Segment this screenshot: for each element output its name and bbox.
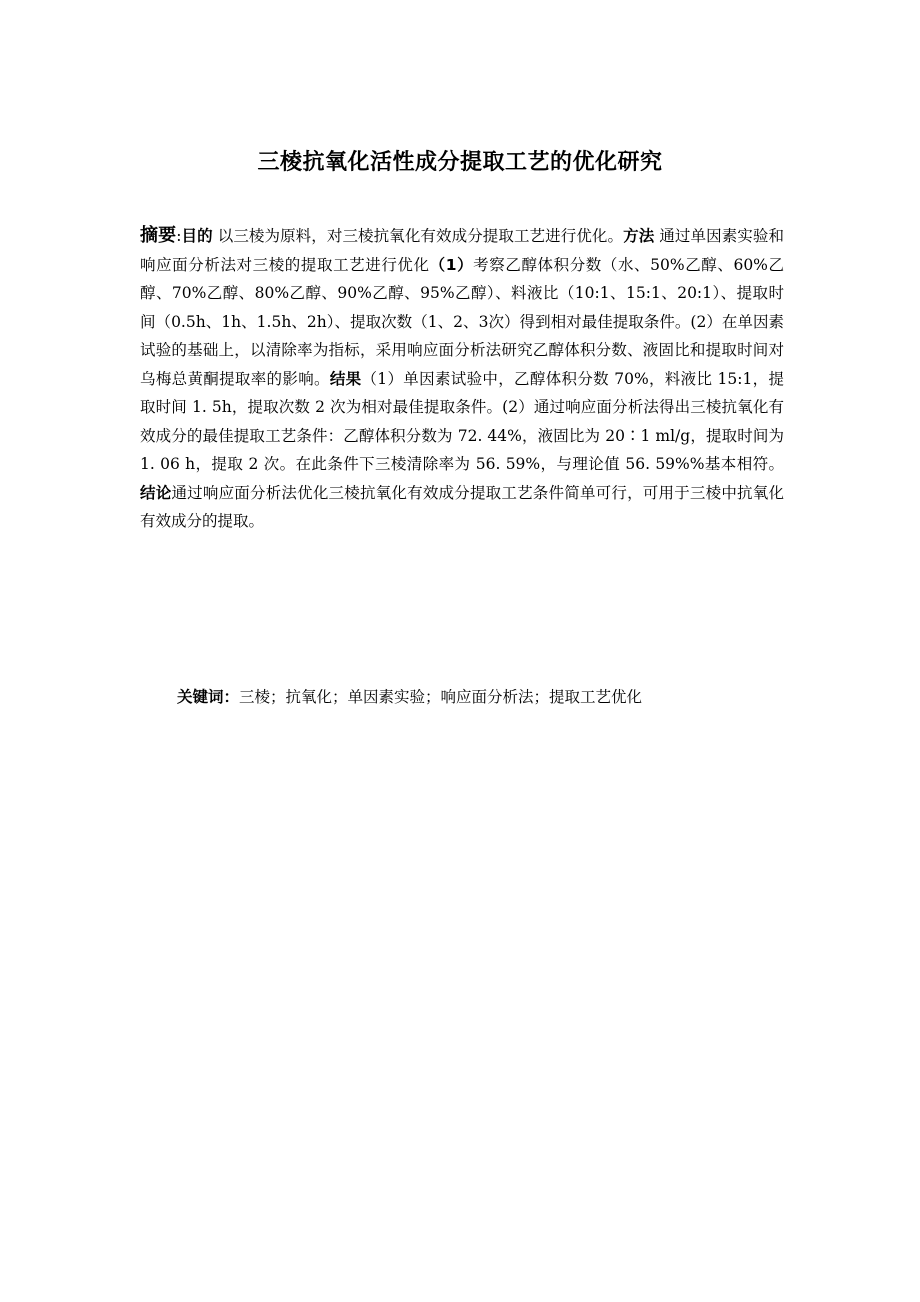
conclusion-text: 通过响应面分析法优化三棱抗氧化有效成分提取工艺条件简单可行，可用于三棱中抗氧化有效成分的提取。 <box>140 483 784 530</box>
keywords-label: 关键词： <box>177 688 240 706</box>
keywords <box>177 683 787 711</box>
abstract-label: 摘要 <box>140 225 177 246</box>
keywords-text: 三棱；抗氧化；单因素实验；响应面分析法；提取工艺优化 <box>239 688 643 706</box>
paper-title: 三棱抗氧化活性成分提取工艺的优化研究 <box>257 150 663 175</box>
methods-text-part-1: 通过单因素实验和响应面分析法对三棱的提取工艺进行优化 <box>140 227 784 274</box>
results-label: 结果 <box>329 369 362 388</box>
results-text: （1）单因素试验中，乙醇体积分数 70%，料液比 15:1，提取时间 1. 5h，提取次数 2 次为相对最佳提取条件。(2）通过响应面分析法得出三棱抗氧化有效成分的最佳提取工艺条件：乙醇体积分数为 72. 44%，液固比为 20∶1 ml/g，提取时间为 1. 06 h，提取 2 次。在此条件下三棱清除率为 56. 59%，与理论值 56. 59%%基本相符。 <box>140 369 784 473</box>
methods-label: 方法 <box>623 227 655 245</box>
abstract <box>140 222 784 536</box>
conclusion-label: 结论 <box>140 483 172 502</box>
abstract-label-separator: : <box>176 227 182 245</box>
methods-number-1: （1） <box>429 255 474 274</box>
objective-text: 以三棱为原料，对三棱抗氧化有效成分提取工艺进行优化。 <box>212 227 624 245</box>
methods-text-part-2: 考察乙醇体积分数（水、50%乙醇、60%乙醇、70%乙醇、80%乙醇、90%乙醇、95%乙醇）、料液比（10:1、15:1、20:1）、提取时间（0.5h、1h、1.5h、2h）、提取次数（1、2、3次）得到相对最佳提取条件。(2）在单因素试验的基础上，以清除率为指标，采用响应面分析法研究乙醇体积分数、液固比和提取时间对乌梅总黄酮提取率的影响。 <box>140 255 784 388</box>
objective-label: 目的 <box>181 227 213 245</box>
